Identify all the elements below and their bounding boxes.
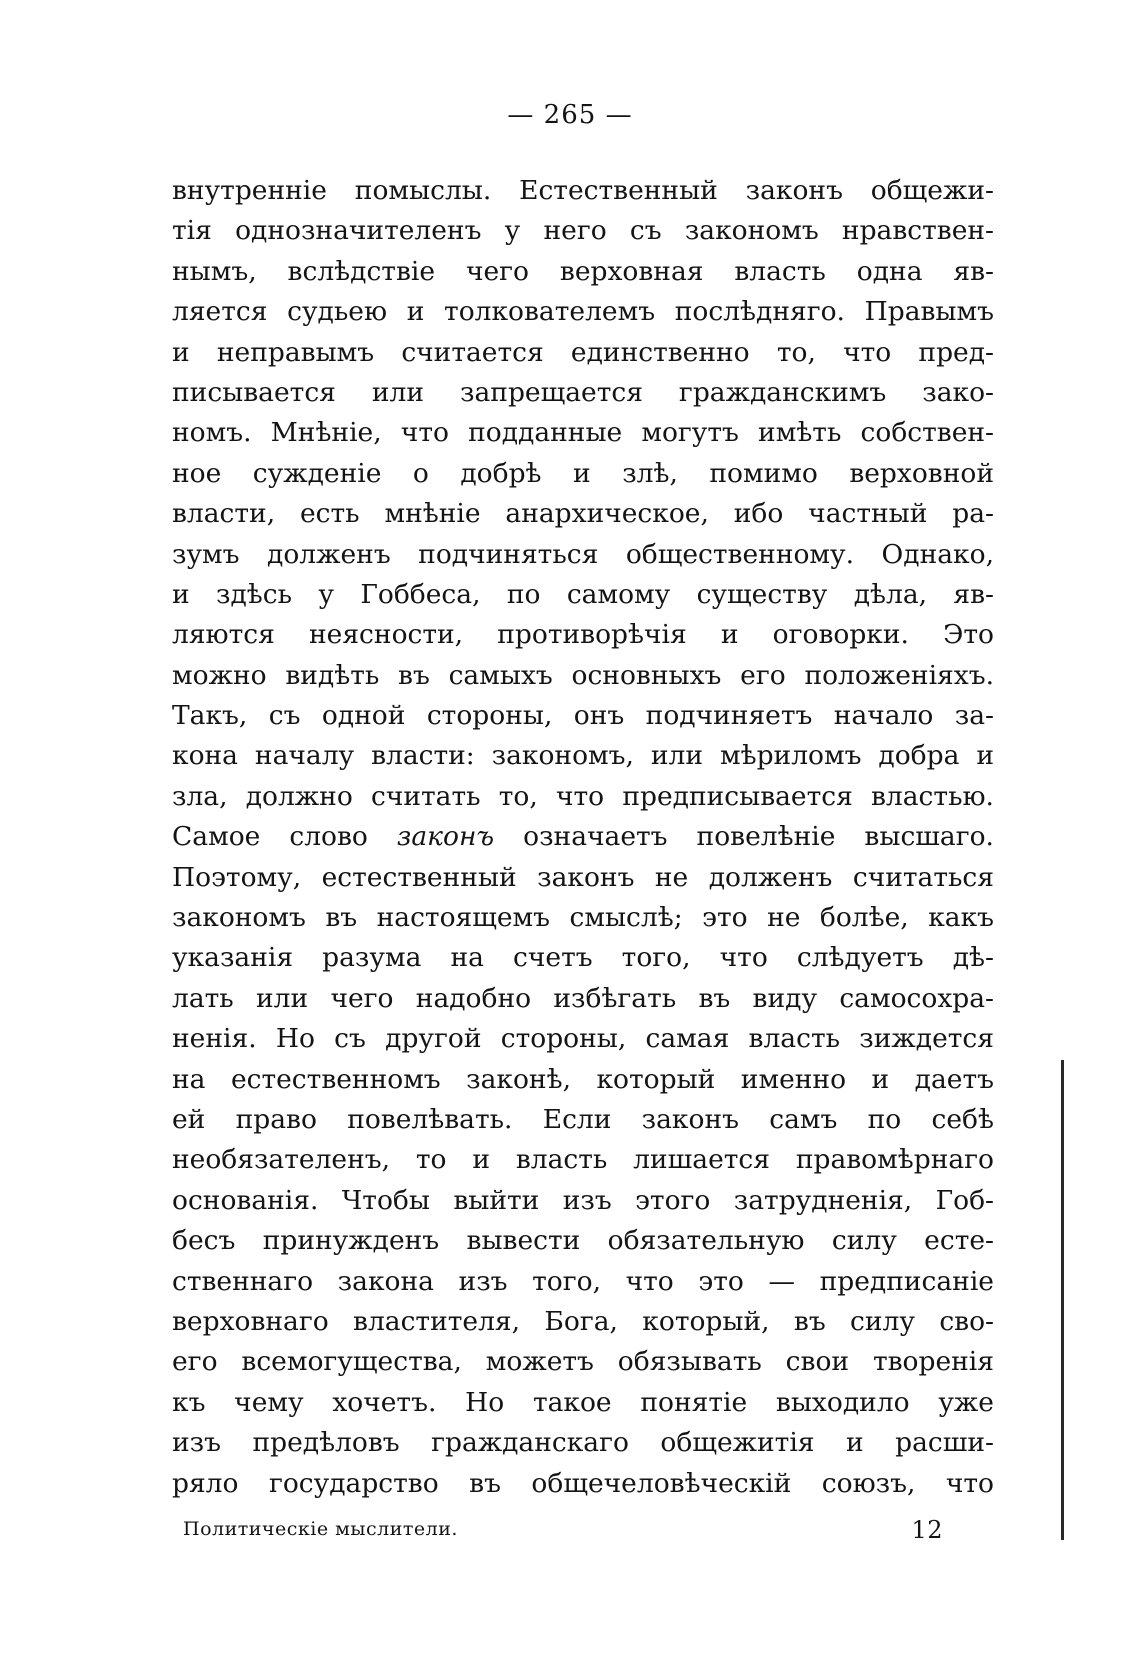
text-line: основанiя. Чтобы выйти изъ этого затрудненiя, Гоб- xyxy=(172,1184,994,1216)
text-line: зумъ долженъ подчиняться общественному. Однако, xyxy=(172,538,994,570)
page-footer xyxy=(183,1516,943,1544)
signature-mark: 12 xyxy=(911,1516,943,1544)
text-line: его всемогущества, можетъ обязывать свои творенiя xyxy=(172,1346,994,1378)
text-line: писывается или запрещается гражданскимъ зако- xyxy=(172,376,994,408)
text-line: Поэтому, естественный законъ не долженъ считаться xyxy=(172,861,994,893)
footer-title: Политическiе мыслители. xyxy=(183,1518,458,1540)
text-segment: означаетъ повелѣнiе высшаго. xyxy=(523,821,994,853)
text-line: указанiя разума на счетъ того, что слѣдуетъ дѣ- xyxy=(172,942,994,974)
text-line: ляется судьею и толкователемъ послѣдняго. Правымъ xyxy=(172,296,994,328)
text-line: бесъ принужденъ вывести обязательную силу есте- xyxy=(172,1225,994,1257)
text-line: на естественномъ законѣ, который именно и даетъ xyxy=(172,1063,994,1095)
text-line: лать или чего надобно избѣгать въ виду самосохра- xyxy=(172,982,994,1014)
page-number: — 265 — xyxy=(507,100,633,130)
text-line: ляются неясности, противорѣчiя и оговорки. Это xyxy=(172,619,994,651)
text-line: нымъ, вслѣдствiе чего верховная власть одна яв- xyxy=(172,255,994,287)
scan-edge-line xyxy=(1061,1060,1064,1540)
text-line: тiя однозначителенъ у него съ закономъ нравствен- xyxy=(172,215,994,247)
text-line: къ чему хочетъ. Но такое понятiе выходило уже xyxy=(172,1386,994,1418)
text-line: и неправымъ считается единственно то, что пред- xyxy=(172,336,994,368)
italic-word: законъ xyxy=(396,821,495,853)
text-line: ственнаго закона изъ того, что это — предписанiе xyxy=(172,1265,994,1297)
text-line: можно видѣть въ самыхъ основныхъ его положенiяхъ. xyxy=(172,659,994,691)
text-line: ное сужденiе о добрѣ и злѣ, помимо верховной xyxy=(172,457,994,489)
text-line-with-italic xyxy=(172,817,994,857)
text-segment: Самое слово xyxy=(172,821,368,853)
text-line: власти, есть мнѣнiе анархическое, ибо частный ра- xyxy=(172,498,994,530)
text-line: номъ. Мнѣнiе, что подданные могутъ имѣть собствен- xyxy=(172,417,994,449)
text-line: изъ предѣловъ гражданскаго общежитiя и расши- xyxy=(172,1427,994,1459)
text-line: закономъ въ настоящемъ смыслѣ; это не болѣе, какъ xyxy=(172,902,994,934)
text-line: ненiя. Но съ другой стороны, самая власть зиждется xyxy=(172,1023,994,1055)
text-line: зла, должно считать то, что предписывается властью. xyxy=(172,780,994,812)
text-line: необязателенъ, то и власть лишается правомѣрнаго xyxy=(172,1144,994,1176)
text-line: ряло государство въ общечеловѣческiй союзъ, что xyxy=(172,1467,994,1499)
text-line: внутреннiе помыслы. Естественный законъ общежи- xyxy=(172,175,994,206)
text-line: Такъ, съ одной стороны, онъ подчиняетъ начало за- xyxy=(172,700,994,732)
text-line: кона началу власти: закономъ, или мѣриломъ добра и xyxy=(172,740,994,772)
text-line: ей право повелѣвать. Если законъ самъ по себѣ xyxy=(172,1103,994,1135)
text-line: верховнаго властителя, Бога, который, въ силу сво- xyxy=(172,1305,994,1337)
text-line: и здѣсь у Гоббеса, по самому существу дѣла, яв- xyxy=(172,578,994,610)
body-text xyxy=(172,171,994,1504)
